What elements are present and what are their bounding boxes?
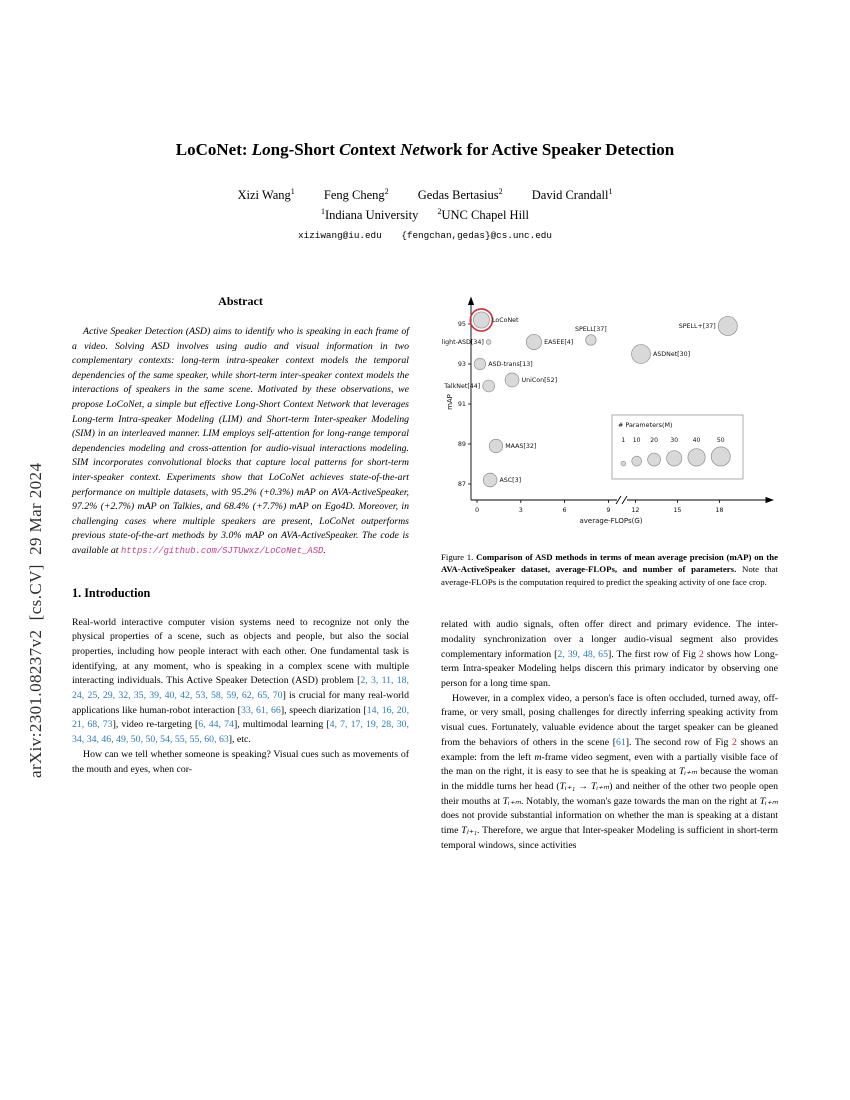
abstract-text	[72, 325, 409, 559]
figure-reference[interactable]: 2	[698, 648, 704, 660]
title-segment: ng-Short	[270, 140, 340, 159]
text-segment: Note that average-FLOPs is the computation required to predict the speaking activity of one face crop.	[441, 564, 778, 587]
title-segment: Net	[400, 140, 425, 159]
section-heading-introduction: 1. Introduction	[72, 585, 151, 600]
text-segment: because the woman in the middle turns her head (	[441, 766, 778, 792]
author-affmark: 1	[290, 186, 295, 196]
text-segment: ], etc.	[228, 734, 251, 746]
chart-bubble	[489, 439, 502, 452]
bubble-label: ASC[3]	[499, 477, 522, 485]
text-segment: shows an example: from the left	[441, 736, 778, 763]
chart-bubble	[474, 358, 486, 370]
text-segment: .	[323, 544, 326, 556]
email-line	[0, 230, 850, 241]
y-axis-arrow	[468, 297, 474, 306]
chart-bubble	[473, 312, 489, 328]
author-name: Xizi Wang$^1$	[237, 186, 295, 202]
author-affmark: 2	[498, 186, 503, 196]
math-inline: Tᵢ₊ₘ	[502, 795, 521, 807]
legend-size-circle	[711, 447, 730, 466]
bubble-label: UniCon[52]	[521, 377, 558, 385]
math-inline: Tᵢ₊ₘ	[678, 766, 698, 778]
author-affmark: 1	[608, 186, 613, 196]
bubble-label: SPELL[37]	[575, 326, 607, 334]
x-axis-label: average-FLOPs(G)	[579, 517, 643, 525]
citation[interactable]: 6, 44, 74	[198, 719, 234, 731]
tick-label: 3	[518, 506, 523, 514]
text-segment: However, in a complex video, a person's face is often occluded, turned away, off-frame, or very small, posing challenges for directly inferring speaking activity from visual cues. Fortunately, valuable evidence about the target speaker can be gleaned from the behaviors of others in the scene [	[441, 692, 778, 748]
author-name: Gedas Bertasius$^2$	[417, 186, 503, 202]
text-segment: Active Speaker Detection (ASD) aims to identify who is speaking in each frame of a video. Solving ASD involves using audio and visual information in two complementary contexts: long-term intra-speaker context models the temporal dependencies of the same speaker, while short-term inter-speaker context models the interactions of speakers in the same scene. Motivated by these observations, we propose LoCoNet, a simple but effective Long-Short Context Network that leverages Long-term Intra-speaker Modeling (LIM) and Short-term Inter-speaker Modeling (SIM) in an interleaved manner. LIM employs self-attention for long-range temporal dependencies modeling and cross-attention for audio-visual interactions modeling. SIM incorporates convolutional blocks that capture local patterns for short-term inter-speaker context. Experiments show that LoCoNet achieves state-of-the-art performance on multiple datasets, with 95.2% (+0.3%) mAP on AVA-ActiveSpeaker, 97.2% (+2.7%) mAP on Talkies, and 68.4% (+7.7%) mAP on Ego4D. Moreover, in challenging cases where multiple speakers are present, LoCoNet outperforms previous state-of-the-art methods by 3.0% mAP on AVA-ActiveSpeaker. The code is available at	[72, 326, 409, 556]
text-segment: . Therefore, we argue that Inter-speaker Modeling is sufficient in short-term temporal windows, since activities	[441, 825, 778, 851]
figure1-bubble-chart	[441, 290, 777, 530]
chart-bubble	[718, 316, 737, 335]
legend-size-label: 1	[621, 437, 626, 444]
two-column-body	[72, 288, 778, 853]
chart-bubble	[632, 345, 651, 364]
tick-label: 6	[562, 506, 567, 514]
email-address: {fengchan,gedas}@cs.unc.edu	[401, 230, 552, 241]
text-segment: . Notably, the woman's gaze towards the man on the right at	[521, 795, 760, 807]
paper-title	[0, 140, 850, 160]
text-segment: ]. The first row of Fig	[607, 648, 699, 660]
bubble-label: ASDNet[30]	[652, 351, 691, 359]
citation[interactable]: 2, 39, 48, 65	[557, 648, 608, 660]
rightcol-paragraph-2	[441, 692, 778, 854]
text-segment: ) and neither of the other two people open their mouths at	[441, 780, 778, 807]
chart-bubble	[586, 335, 597, 346]
title-segment: work for Active Speaker Detection	[424, 140, 675, 159]
arxiv-watermark: arXiv:2301.08237v2 [cs.CV] 29 Mar 2024	[26, 462, 45, 778]
legend-size-circle	[667, 451, 682, 466]
legend-title: # Parameters(M)	[618, 421, 673, 429]
math-inline: Tᵢ₊₁	[559, 780, 576, 792]
y-axis-label: mAP	[446, 394, 454, 410]
legend-size-circle	[648, 453, 661, 466]
text-segment: shows how Long-term Intra-speaker Modeling helps discern this primary indicator by observing one person for a long time span.	[441, 648, 778, 690]
tick-label: 15	[673, 506, 682, 514]
affiliation: $^1$Indiana University	[320, 206, 419, 222]
figure-1	[441, 290, 778, 588]
tick-label: 18	[715, 506, 724, 514]
legend-size-label: 30	[670, 437, 679, 444]
affiliation: $^2$UNC Chapel Hill	[437, 206, 529, 222]
title-segment: Lo	[251, 140, 271, 159]
title-segment: LoCoNet:	[175, 140, 252, 159]
citation[interactable]: 33, 61, 66	[240, 704, 281, 716]
abstract-heading: Abstract	[218, 294, 263, 308]
bubble-label: EASEE[4]	[544, 339, 574, 347]
text-segment: Figure 1.	[441, 552, 477, 562]
intro-paragraph-1	[72, 616, 409, 748]
text-segment: related with audio signals, often offer direct and primary evidence. The inter-modality synchronization over a longer audio-visual segment also provides complementary information [	[441, 619, 778, 660]
figure1-caption	[441, 551, 778, 588]
paper-header	[0, 0, 850, 241]
legend-size-circle	[632, 456, 642, 466]
text-segment: ]. The second row of Fig	[625, 736, 733, 748]
tick-label: 0	[474, 506, 480, 514]
text-segment: ], video re-targeting [	[112, 719, 199, 731]
citation[interactable]: 4, 7, 17, 19, 28, 30, 34, 34, 46, 49, 50, 50, 54, 55, 55, 60, 63	[72, 719, 410, 746]
text-segment: ], multimodal learning [	[233, 719, 330, 731]
title-segment: Co	[339, 140, 359, 159]
tick-label: 95	[457, 320, 466, 329]
legend-size-circle	[621, 461, 626, 466]
text-segment: ] is crucial for many real-world applications like human-robot interaction [	[72, 690, 410, 716]
citation[interactable]: 2, 3, 11, 18, 24, 25, 29, 32, 35, 39, 40, 42, 53, 58, 59, 62, 65, 70	[72, 675, 409, 702]
math-inline: Tᵢ₊ₘ	[759, 795, 778, 807]
tick-label: 12	[631, 506, 640, 514]
bubble-label: LoCoNet	[491, 317, 519, 325]
text-segment: How can we tell whether someone is speaking? Visual cues such as movements of the mouth and eyes, when cor-	[72, 748, 409, 775]
tick-label: 89	[457, 440, 466, 449]
rightcol-paragraph-1	[441, 618, 778, 692]
external-link[interactable]: https://github.com/SJTUwxz/LoCoNet_ASD	[120, 545, 324, 556]
intro-paragraph-2	[72, 748, 409, 777]
right-column	[441, 288, 778, 853]
legend-size-label: 20	[650, 437, 658, 444]
tick-label: 91	[457, 400, 466, 409]
left-column	[72, 288, 409, 853]
email-address: xiziwang@iu.edu	[298, 230, 382, 241]
bold-text: Comparison of ASD methods in terms of mean average precision (mAP) on the AVA-ActiveSpeaker dataset, average-FLOPs, and number of parameters.	[441, 552, 779, 575]
legend-size-circle	[688, 449, 705, 466]
citation[interactable]: 14, 16, 20, 21, 68, 73	[72, 704, 410, 731]
bubble-label: TalkNet[44]	[444, 383, 481, 391]
citation[interactable]: 61	[615, 736, 626, 748]
chart-bubble	[483, 380, 495, 392]
chart-bubble	[526, 334, 541, 349]
bubble-label: SPELL+[37]	[678, 323, 716, 331]
text-segment: Real-world interactive computer vision systems need to recognize not only the physical properties of a scene, such as objects and people, but also the social properties, including how people interact with each other. One fundamental task is identifying, at any moment, who is speaking in a complex scene with multiple interacting individuals. This Active Speaker Detection (ASD) problem [	[72, 616, 409, 687]
math-inline: Tⱼ₊₁	[461, 825, 478, 837]
math-inline: m	[534, 751, 542, 763]
bubble-label: ASD-trans[13]	[488, 361, 533, 369]
title-segment: ntext	[359, 140, 401, 159]
bubble-label: light-ASD[34]	[441, 339, 484, 347]
math-inline: Tᵢ₊ₘ	[591, 780, 610, 792]
author-name: Feng Cheng$^2$	[323, 186, 389, 202]
tick-label: 93	[457, 360, 466, 369]
x-axis-arrow	[766, 497, 775, 503]
figure-reference[interactable]: 2	[732, 736, 737, 748]
chart-bubble	[486, 340, 491, 345]
chart-bubble	[483, 473, 497, 487]
chart-bubble	[505, 373, 519, 387]
text-segment: →	[575, 780, 592, 792]
bubble-label: MAAS[32]	[505, 443, 537, 451]
text-segment: ], speech diarization [	[280, 704, 367, 716]
legend-size-label: 40	[692, 437, 701, 444]
tick-label: 87	[457, 480, 466, 489]
author-name: David Crandall$^1$	[531, 186, 613, 202]
affiliation-line	[0, 208, 850, 223]
text-segment: does not provide substantial information on whether the man is speaking at a distant time	[441, 810, 778, 837]
tick-label: 9	[606, 506, 611, 514]
author-affmark: 2	[384, 186, 389, 196]
author-line	[0, 188, 850, 203]
text-segment: -frame video segment, even with a partially visible face of the man on the right, it is easy to see that he is speaking at	[441, 751, 778, 778]
legend-size-label: 10	[632, 437, 641, 444]
legend-size-label: 50	[716, 437, 725, 444]
